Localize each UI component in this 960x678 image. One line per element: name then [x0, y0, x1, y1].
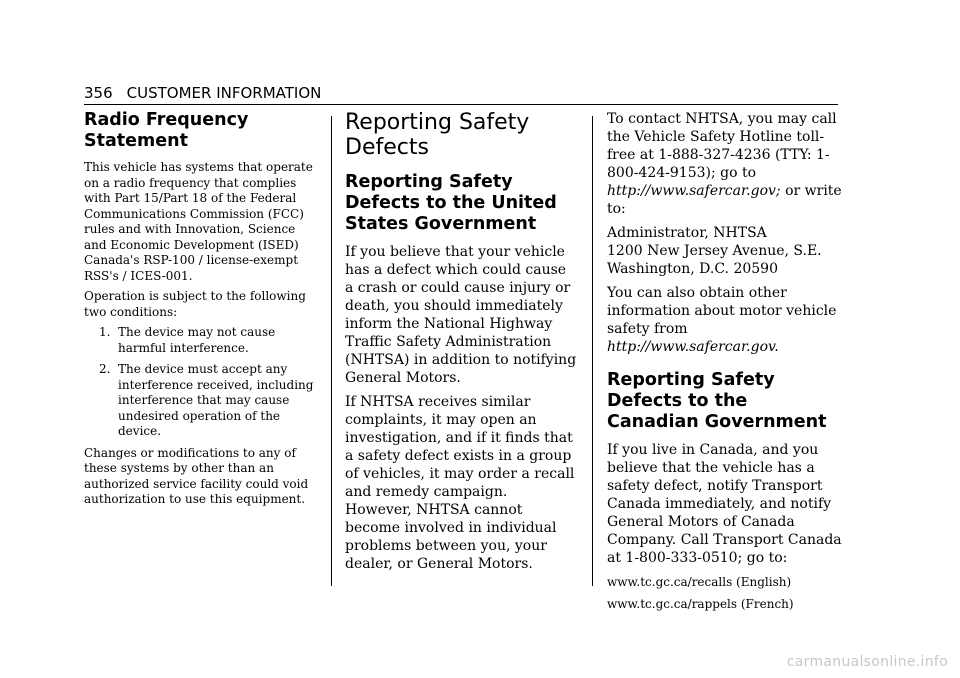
recalls-english-link[interactable]: www.tc.gc.ca/recalls (English) [607, 575, 792, 589]
column-2 [345, 110, 577, 579]
address-line: Administrator, NHTSA [607, 225, 767, 241]
column-3 [607, 110, 842, 619]
reporting-safety-defects-title: Reporting Safety Defects [345, 110, 530, 160]
column-divider-1 [331, 116, 332, 586]
page-number: 356 [84, 84, 113, 102]
contact-text: To contact NHTSA, you may call the Vehicle Safety Hotline toll-free at 1-888-327-4236 (TTY: 1-800-424-9153); go to [607, 111, 837, 181]
contact-nhtsa-paragraph [607, 110, 842, 218]
address-line: Washington, D.C. 20590 [607, 261, 778, 277]
address-line: 1200 New Jersey Avenue, S.E. [607, 243, 822, 259]
column-divider-2 [592, 116, 593, 586]
conditions-list [84, 325, 316, 440]
list-item-number: 1. [99, 325, 111, 339]
nhtsa-address [607, 224, 842, 278]
safercar-link[interactable]: http://www.safercar.gov. [607, 339, 779, 355]
nhtsa-complaints-paragraph: If NHTSA receives similar complaints, it may open an investigation, and if it finds that a safety defect exists in a group of vehicles, it may order a recall and remedy campaign. However, NHTSA cannot become involved in individual problems between you, your dealer, or General Motors. [345, 394, 575, 572]
believe-defect-paragraph: If you believe that your vehicle has a defect which could cause a crash or could cause injury or death, you should immediately inform the National Highway Traffic Safety Administration (NHTSA) in addition to notifying General Motors. [345, 244, 577, 386]
section-title: CUSTOMER INFORMATION [126, 84, 322, 102]
more-info-text: You can also obtain other information about motor vehicle safety from [607, 285, 837, 337]
us-government-heading: Reporting Safety Defects to the United States Government [345, 172, 557, 234]
canadian-government-heading: Reporting Safety Defects to the Canadian Government [607, 370, 827, 432]
canada-paragraph: If you live in Canada, and you believe that the vehicle has a safety defect, notify Transport Canada immediately, and notify General Motors of Canada Company. Call Transport Canada at 1-800-333-0510; go to: [607, 442, 842, 566]
safercar-link[interactable]: http://www.safercar.gov; [607, 183, 781, 199]
column-1 [84, 110, 316, 513]
list-item-number: 2. [99, 362, 111, 376]
radio-frequency-heading: Radio Frequency Statement [84, 110, 249, 151]
list-item [84, 362, 316, 440]
watermark-text: carmanualsonline.info [786, 654, 948, 670]
modifications-paragraph: Changes or modifications to any of these systems by other than an authorized service facility could void authorization to use this equipment. [84, 445, 309, 506]
page-header [84, 84, 838, 105]
rappels-french-link[interactable]: www.tc.gc.ca/rappels (French) [607, 597, 794, 611]
list-item-text: The device may not cause harmful interference. [118, 325, 276, 355]
list-item [84, 325, 316, 356]
list-item-text: The device must accept any interference received, including interference that may cause undesired operation of the device. [118, 362, 314, 438]
more-info-paragraph [607, 284, 842, 356]
radio-frequency-paragraph: This vehicle has systems that operate on a radio frequency that complies with Part 15/Part 18 of the Federal Communications Commission (FCC) rules and with Innovation, Science and Economic Development (ISED) Canada's RSP-100 / license-exempt RSS's / ICES-001. [84, 160, 313, 283]
write-to-text: or write to: [607, 183, 842, 217]
conditions-intro: Operation is subject to the following two conditions: [84, 289, 306, 319]
